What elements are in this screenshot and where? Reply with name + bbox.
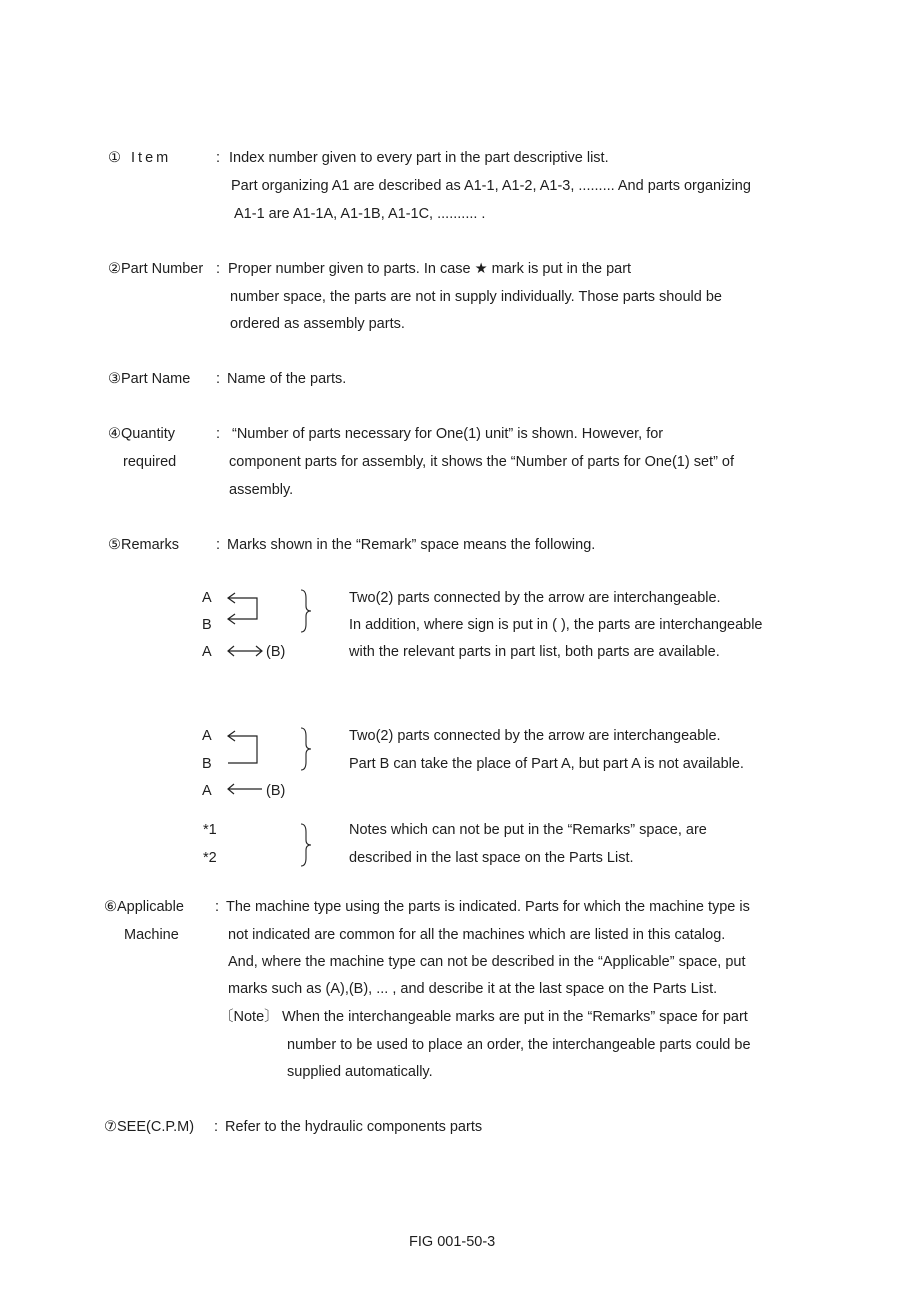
- group3-line-2: described in the last space on the Parts List.: [349, 850, 634, 866]
- applicable-note-line-2: number to be used to place an order, the interchangeable parts could be: [287, 1037, 751, 1053]
- remarks-line-1: Marks shown in the “Remark” space means the following.: [227, 537, 596, 553]
- group2-b-paren: (B): [266, 783, 286, 799]
- group1-a-label: A: [202, 590, 212, 606]
- item-line-3: A1-1 are A1-1A, A1-1B, A1-1C, .......... .: [234, 206, 486, 222]
- group1-b-label: B: [202, 617, 212, 633]
- applicable-line-4: marks such as (A),(B), ... , and describe it at the last space on the Parts List.: [228, 981, 718, 997]
- quantity-line-2: component parts for assembly, it shows the “Number of parts for One(1) set” of: [229, 454, 735, 470]
- group1-brace-icon: [297, 586, 317, 636]
- group1-a2-label: A: [202, 644, 212, 660]
- quantity-label-2: required: [123, 454, 177, 470]
- quantity-colon: :: [216, 426, 221, 442]
- part-name-colon: :: [216, 371, 221, 387]
- part-number-line-1: Proper number given to parts. In case ★ mark is put in the part: [228, 261, 632, 277]
- applicable-line-3: And, where the machine type can not be described in the “Applicable” space, put: [228, 954, 746, 970]
- applicable-colon: :: [215, 899, 220, 915]
- quantity-label: ④Quantity: [108, 426, 175, 442]
- group2-oneway-arrow-diagram: [220, 723, 270, 798]
- see-label: ⑦SEE(C.P.M): [104, 1119, 195, 1135]
- applicable-label-2: Machine: [124, 927, 179, 943]
- group2-b-label: B: [202, 756, 212, 772]
- group2-brace-icon: [297, 724, 317, 774]
- group2-line-2: Part B can take the place of Part A, but part A is not available.: [349, 756, 744, 772]
- part-number-line-2: number space, the parts are not in supply individually. Those parts should be: [230, 289, 722, 305]
- part-number-colon: :: [216, 261, 221, 277]
- part-number-line-3: ordered as assembly parts.: [230, 316, 405, 332]
- remarks-colon: :: [216, 537, 221, 553]
- item-line-2: Part organizing A1 are described as A1-1, A1-2, A1-3, ......... And parts organizing: [231, 178, 751, 194]
- see-line-1: Refer to the hydraulic components parts: [225, 1119, 483, 1135]
- see-colon: :: [214, 1119, 219, 1135]
- group1-line-2: In addition, where sign is put in ( ), the parts are interchangeable: [349, 617, 763, 633]
- applicable-note-line-1: When the interchangeable marks are put in the “Remarks” space for part: [282, 1009, 748, 1025]
- applicable-line-2: not indicated are common for all the machines which are listed in this catalog.: [228, 927, 726, 943]
- applicable-note-tag: 〔Note〕: [219, 1009, 279, 1025]
- applicable-line-1: The machine type using the parts is indicated. Parts for which the machine type is: [226, 899, 750, 915]
- group3-note-1-mark: *1: [203, 822, 217, 838]
- group2-a2-label: A: [202, 783, 212, 799]
- applicable-label: ⑥Applicable: [104, 899, 184, 915]
- group1-line-1: Two(2) parts connected by the arrow are interchangeable.: [349, 590, 721, 606]
- remarks-label: ⑤Remarks: [108, 537, 180, 553]
- group2-a-label: A: [202, 728, 212, 744]
- page-footer-figure-number: FIG 001-50-3: [409, 1234, 496, 1250]
- quantity-line-1: “Number of parts necessary for One(1) unit” is shown. However, for: [232, 426, 664, 442]
- item-label: ① Item: [108, 150, 172, 166]
- item-colon: :: [216, 150, 221, 166]
- group3-note-2-mark: *2: [203, 850, 217, 866]
- group3-line-1: Notes which can not be put in the “Remarks” space, are: [349, 822, 707, 838]
- item-line-1: Index number given to every part in the part descriptive list.: [229, 150, 609, 166]
- group2-line-1: Two(2) parts connected by the arrow are interchangeable.: [349, 728, 721, 744]
- part-name-label: ③Part Name: [108, 371, 191, 387]
- group1-line-3: with the relevant parts in part list, both parts are available.: [349, 644, 720, 660]
- applicable-note-line-3: supplied automatically.: [287, 1064, 433, 1080]
- quantity-line-3: assembly.: [229, 482, 294, 498]
- group1-b-paren: (B): [266, 644, 286, 660]
- part-number-label: ②Part Number: [108, 261, 204, 277]
- group1-bidirectional-arrow-diagram: [220, 585, 270, 660]
- group3-brace-icon: [297, 820, 317, 870]
- part-name-line-1: Name of the parts.: [227, 371, 347, 387]
